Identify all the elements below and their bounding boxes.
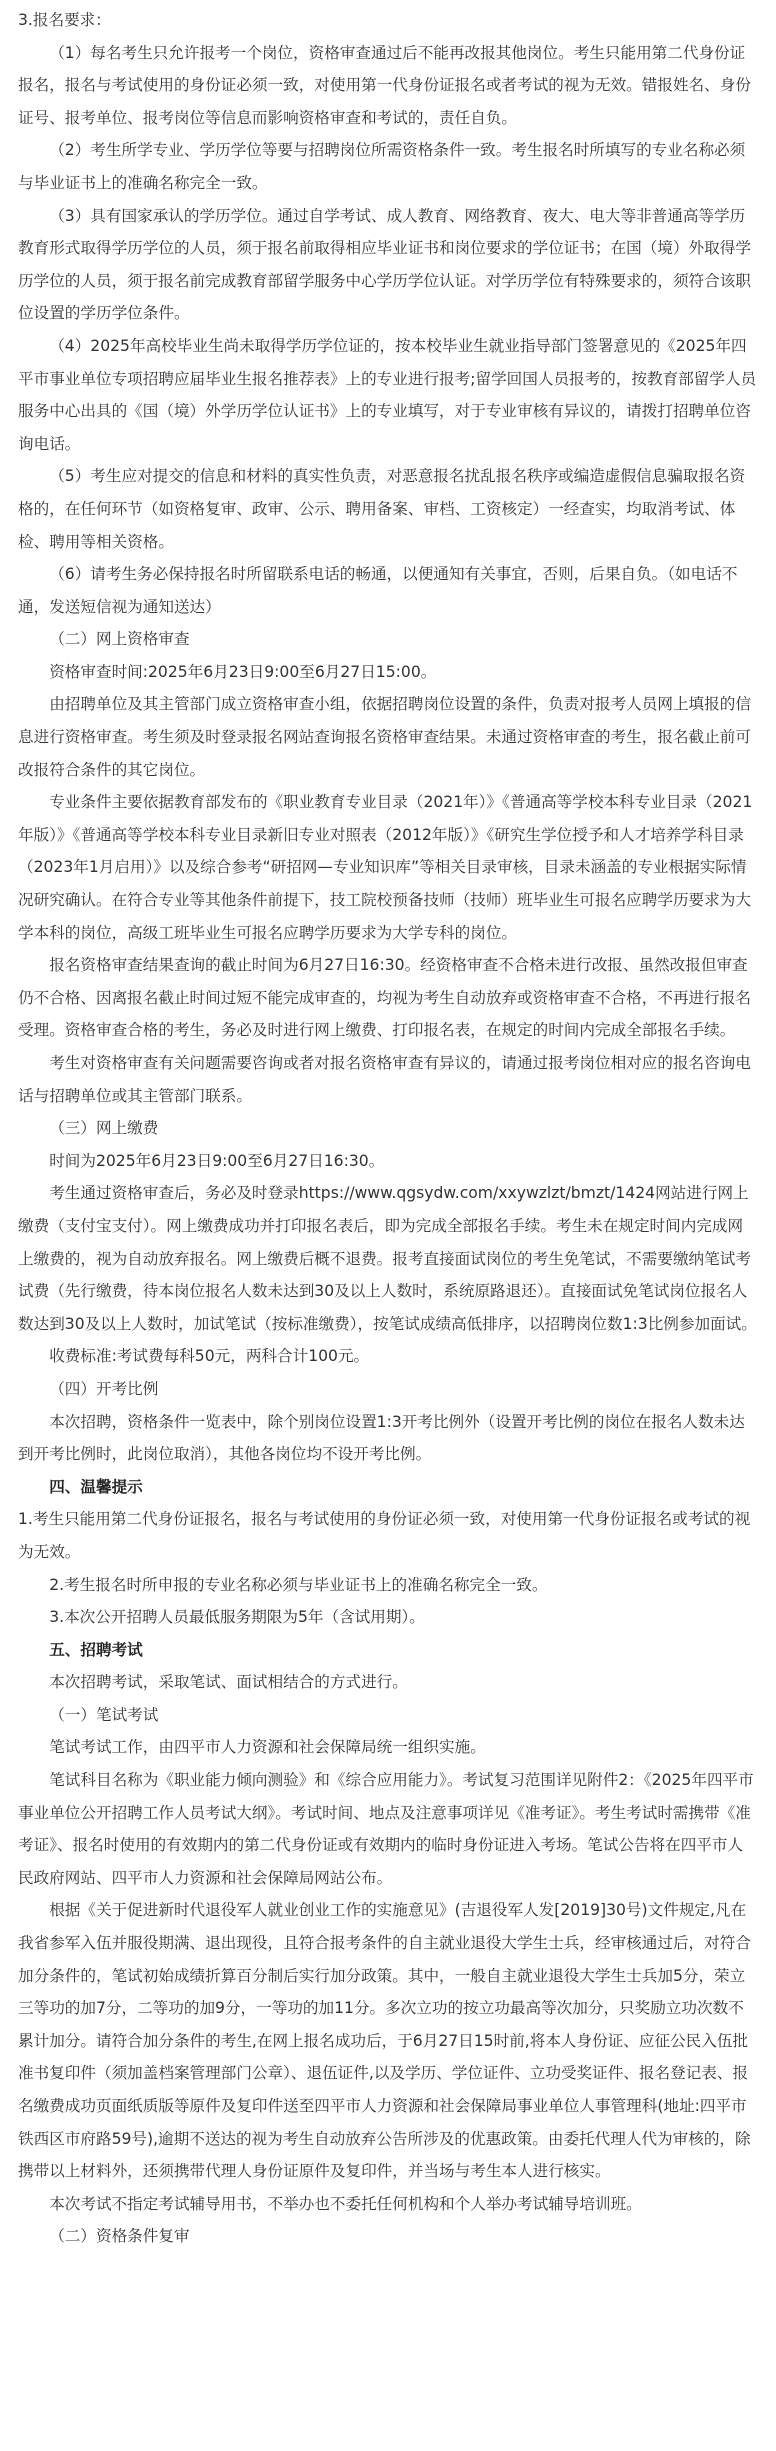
paragraph: （6）请考生务必保持报名时所留联系电话的畅通，以便通知有关事宜，否则，后果自负。（如电话不通，发送短信视为通知送达） (18, 565, 738, 616)
paragraph: 3.报名要求： (18, 11, 111, 29)
paragraph: （二）网上资格审查 (49, 630, 190, 649)
paragraph: 根据《关于促进新时代退役军人就业创业工作的实施意见》(吉退役军人发[2019]30号)文件规定,凡在我省参军入伍并服役期满、退出现役，且符合报考条件的自主就业退役大学生士兵，经审核通过后，对符合加分条件的，笔试初始成绩折算百分制后实行加分政策。其中，一般自主就业退役大学生士兵加5分，荣立三等功的加7分，二等功的加9分，一等功的加11分。多次立功的按立功最高等次加分，只奖励立功次数不累计加分。请符合加分条件的考生,在网上报名成功后，于6月27日15时前,将本人身份证、应征公民入伍批准书复印件（须加盖档案管理部门公章）、退伍证件,以及学历、学位证件、立功受奖证件、报名登记表、报名缴费成功页面纸质版等原件及复印件送至四平市人力资源和社会保障局事业单位人事管理科(地址:四平市铁西区市府路59号),逾期不送达的视为考生自动放弃公告所涉及的优惠政策。由委托代理人代为审核的，除携带以上材料外，还须携带代理人身份证原件及复印件，并当场与考生本人进行核实。 (18, 1901, 751, 2181)
paragraph: （3）具有国家承认的学历学位。通过自学考试、成人教育、网络教育、夜大、电大等非普通高等学历教育形式取得学历学位的人员，须于报名前取得相应毕业证书和岗位要求的学位证书；在国（境）外取得学历学位的人员，须于报名前完成教育部留学服务中心学历学位认证。对学历学位有特殊要求的，须符合该职位设置的学历学位条件。 (18, 206, 751, 323)
paragraph: （一）笔试考试 (49, 1705, 159, 1724)
paragraph: 本次考试不指定考试辅导用书，不举办也不委托任何机构和个人举办考试辅导培训班。 (49, 2194, 642, 2213)
paragraph: 专业条件主要依据教育部发布的《职业教育专业目录（2021年）》《普通高等学校本科专业目录（2021年版）》《普通高等学校本科专业目录新旧专业对照表（2012年版）》《研究生学位授予和人才培养学科目录（2023年1月启用）》以及综合参考“研招网—专业知识库”等相关目录审核，目录未涵盖的专业根据实际情况研究确认。在符合专业等其他条件前提下，技工院校预备技师（技师）班毕业生可报名应聘学历要求为大学本科的岗位，高级工班毕业生可报名应聘学历要求为大学专科的岗位。 (18, 793, 753, 942)
paragraph: 2.考生报名时所申报的专业名称必须与毕业证书上的准确名称完全一致。 (49, 1575, 548, 1594)
paragraph: 1.考生只能用第二代身份证报名，报名与考试使用的身份证必须一致，对使用第一代身份证报名或考试的视为无效。 (18, 1510, 751, 1561)
section-heading: 五、招聘考试 (49, 1640, 143, 1659)
paragraph: 由招聘单位及其主管部门成立资格审查小组，依据招聘岗位设置的条件，负责对报考人员网上填报的信息进行资格审查。考生须及时登录报名网站查询报名资格审查结果。未通过资格审查的考生，报名截止前可改报符合条件的其它岗位。 (18, 695, 751, 779)
paragraph: 报名资格审查结果查询的截止时间为6月27日16:30。经资格审查不合格未进行改报、虽然改报但审查仍不合格、因离报名截止时间过短不能完成审查的，均视为考生自动放弃或资格审查不合格，不再进行报名受理。资格审查合格的考生，务必及时进行网上缴费、打印报名表，在规定的时间内完成全部报名手续。 (18, 956, 751, 1040)
paragraph: （二）资格条件复审 (49, 2227, 190, 2246)
paragraph: 考生对资格审查有关问题需要咨询或者对报名资格审查有异议的，请通过报考岗位相对应的报名咨询电话与招聘单位或其主管部门联系。 (18, 1054, 751, 1105)
paragraph: （三）网上缴费 (49, 1119, 159, 1138)
paragraph: 本次招聘考试，采取笔试、面试相结合的方式进行。 (49, 1673, 408, 1692)
paragraph: （2）考生所学专业、学历学位等要与招聘岗位所需资格条件一致。考生报名时所填写的专业名称必须与毕业证书上的准确名称完全一致。 (18, 141, 746, 192)
paragraph: 本次招聘，资格条件一览表中，除个别岗位设置1:3开考比例外（设置开考比例的岗位在报名人数未达到开考比例时，此岗位取消），其他各岗位均不设开考比例。 (18, 1412, 745, 1464)
paragraph: （四）开考比例 (49, 1379, 159, 1398)
paragraph: 资格审查时间:2025年6月23日9:00至6月27日15:00。 (49, 662, 437, 681)
paragraph: 考生通过资格审查后，务必及时登录https://www.qgsydw.com/xxywzlzt/bmzt/1424网站进行网上缴费（支付宝支付）。网上缴费成功并打印报名表后，即为完成全部报名手续。考生未在规定时间内完成网上缴费的，视为自动放弃报名。网上缴费后概不退费。报考直接面试岗位的考生免笔试，不需要缴纳笔试考试费（先行缴费，待本岗位报名人数未达到30及以上人数时，系统原路退还）。直接面试免笔试岗位报名人数达到30及以上人数时，加试笔试（按标准缴费），按笔试成绩高低排序，以招聘岗位数1:3比例参加面试。 (18, 1184, 757, 1333)
paragraph: （4）2025年高校毕业生尚未取得学历学位证的，按本校毕业生就业指导部门签署意见的《2025年四平市事业单位专项招聘应届毕业生报名推荐表》上的专业进行报考;留学回国人员报考的，按教育部留学人员服务中心出具的《国（境）外学历学位认证书》上的专业填写，对于专业审核有异议的，请拨打招聘单位咨询电话。 (18, 336, 757, 453)
paragraph: 笔试考试工作，由四平市人力资源和社会保障局统一组织实施。 (49, 1738, 486, 1757)
paragraph: 收费标准:考试费每科50元，两科合计100元。 (49, 1347, 370, 1366)
paragraph: 笔试科目名称为《职业能力倾向测验》和《综合应用能力》。考试复习范围详见附件2：《2025年四平市事业单位公开招聘工作人员考试大纲》。考试时间、地点及注意事项详见《准考证》。考生考试时需携带《准考证》、报名时使用的有效期内的第二代身份证或有效期内的临时身份证进入考场。笔试公告将在四平市人民政府网站、四平市人力资源和社会保障局网站公布。 (18, 1771, 754, 1887)
paragraph: 时间为2025年6月23日9:00至6月27日16:30。 (49, 1151, 385, 1170)
paragraph: （5）考生应对提交的信息和材料的真实性负责，对恶意报名扰乱报名秩序或编造虚假信息骗取报名资格的，在任何环节（如资格复审、政审、公示、聘用备案、审档、工资核定）一经查实，均取消考试、体检、聘用等相关资格。 (18, 467, 746, 551)
paragraph: （1）每名考生只允许报考一个岗位，资格审查通过后不能再改报其他岗位。考生只能用第二代身份证报名，报名与考试使用的身份证必须一致，对使用第一代身份证报名或者考试的视为无效。错报姓名、身份证号、报考单位、报考岗位等信息而影响资格审查和考试的，责任自负。 (18, 43, 751, 127)
paragraph: 3.本次公开招聘人员最低服务期限为5年（含试用期）。 (49, 1608, 425, 1627)
section-heading: 四、温馨提示 (49, 1477, 143, 1496)
